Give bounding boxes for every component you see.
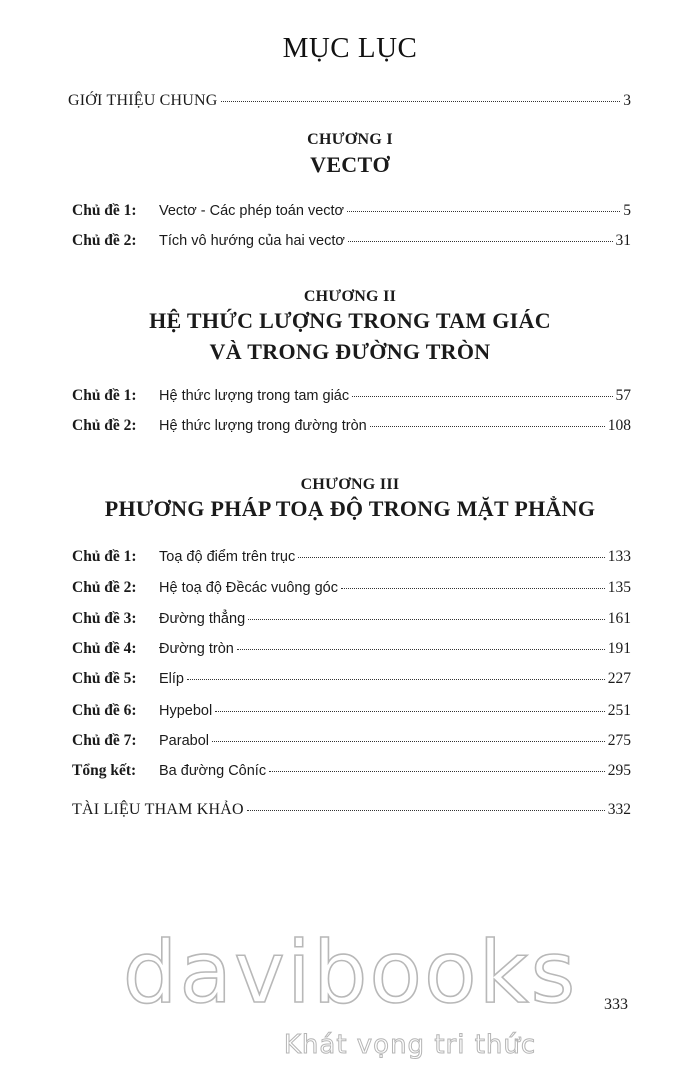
toc-entry-page: 31 xyxy=(615,232,631,249)
toc-entry-references xyxy=(72,801,631,823)
dot-leader xyxy=(352,396,612,397)
toc-entry xyxy=(72,232,631,254)
page-title: MỤC LỤC xyxy=(282,32,418,64)
toc-entry-text: Hệ thức lượng trong đường tròn xyxy=(159,418,367,434)
toc-entry-page: 161 xyxy=(607,610,631,627)
dot-leader xyxy=(370,426,605,427)
toc-entry-label: Chủ đề 2: xyxy=(72,579,137,596)
toc-entry-page: 3 xyxy=(623,92,631,109)
chapter-title: HỆ THỨC LƯỢNG TRONG TAM GIÁC xyxy=(149,308,551,333)
toc-entry-label: Chủ đề 5: xyxy=(72,670,137,687)
toc-entry xyxy=(72,579,631,601)
toc-entry-text: Đường tròn xyxy=(159,641,234,657)
toc-entry-label: Chủ đề 1: xyxy=(72,202,137,219)
toc-entry-page: 227 xyxy=(607,670,631,687)
toc-entry-label: Chủ đề 7: xyxy=(72,732,137,749)
dot-leader xyxy=(347,211,620,212)
toc-entry-text: Hệ toạ độ Đềcác vuông góc xyxy=(159,580,338,596)
dot-leader xyxy=(237,649,605,650)
toc-entry xyxy=(72,670,631,692)
dot-leader xyxy=(348,241,613,242)
toc-entry-page: 295 xyxy=(607,762,631,779)
toc-entry-text: Tích vô hướng của hai vectơ xyxy=(159,233,345,249)
dot-leader xyxy=(341,588,605,589)
toc-entry-page: 5 xyxy=(623,202,631,219)
dot-leader xyxy=(212,741,605,742)
dot-leader xyxy=(298,557,605,558)
chapter-title: VECTƠ xyxy=(310,152,390,177)
toc-entry xyxy=(72,762,631,784)
toc-entry-text: Đường thẳng xyxy=(159,611,246,627)
toc-entry xyxy=(72,202,631,224)
toc-entry-text: Hệ thức lượng trong tam giác xyxy=(159,388,350,404)
chapter-title: VÀ TRONG ĐƯỜNG TRÒN xyxy=(209,339,491,364)
toc-entry-label: Tổng kết: xyxy=(72,762,137,779)
toc-entry-text: Ba đường Côníc xyxy=(159,763,267,779)
toc-entry xyxy=(72,387,631,409)
toc-entry-label: Chủ đề 1: xyxy=(72,548,137,565)
toc-entry-label: GIỚI THIỆU CHUNG xyxy=(68,92,218,109)
toc-entry-intro xyxy=(68,92,631,114)
toc-entry-page: 133 xyxy=(607,548,631,565)
toc-entry-page: 135 xyxy=(607,579,631,596)
dot-leader xyxy=(215,711,605,712)
dot-leader xyxy=(187,679,605,680)
toc-entry-page: 191 xyxy=(607,640,631,657)
watermark-brand: davibooks xyxy=(122,923,578,1023)
toc-entry-label: Chủ đề 1: xyxy=(72,387,137,404)
toc-entry-page: 251 xyxy=(607,702,631,719)
page-number: 333 xyxy=(604,996,628,1013)
toc-entry-text: Hypebol xyxy=(159,703,213,719)
toc-entry-label: Chủ đề 4: xyxy=(72,640,137,657)
toc-entry-text: Toạ độ điểm trên trục xyxy=(159,549,296,565)
dot-leader xyxy=(221,101,621,102)
toc-entry-label: Chủ đề 2: xyxy=(72,417,137,434)
toc-entry xyxy=(72,702,631,724)
toc-entry xyxy=(72,417,631,439)
toc-entry-label: Chủ đề 3: xyxy=(72,610,137,627)
watermark-slogan: Khát vọng tri thức xyxy=(283,1030,537,1060)
toc-entry-text: Elíp xyxy=(159,671,184,687)
toc-entry-label: Chủ đề 2: xyxy=(72,232,137,249)
chapter-number: CHƯƠNG I xyxy=(307,131,393,148)
toc-entry-text: Vectơ - Các phép toán vectơ xyxy=(159,203,345,219)
toc-entry-page: 275 xyxy=(607,732,631,749)
toc-entry xyxy=(72,640,631,662)
toc-entry-page: 57 xyxy=(615,387,631,404)
toc-entry xyxy=(72,610,631,632)
dot-leader xyxy=(247,810,605,811)
toc-entry-page: 332 xyxy=(607,801,631,818)
toc-entry-page: 108 xyxy=(607,417,631,434)
toc-entry xyxy=(72,548,631,570)
dot-leader xyxy=(269,771,605,772)
dot-leader xyxy=(248,619,605,620)
chapter-number: CHƯƠNG III xyxy=(300,476,400,493)
toc-entry-label: Chủ đề 6: xyxy=(72,702,137,719)
toc-entry-text: Parabol xyxy=(159,733,209,749)
toc-entry-label: TÀI LIỆU THAM KHẢO xyxy=(72,801,244,818)
chapter-number: CHƯƠNG II xyxy=(303,288,397,305)
toc-entry xyxy=(72,732,631,754)
chapter-title: PHƯƠNG PHÁP TOẠ ĐỘ TRONG MẶT PHẲNG xyxy=(104,496,596,521)
